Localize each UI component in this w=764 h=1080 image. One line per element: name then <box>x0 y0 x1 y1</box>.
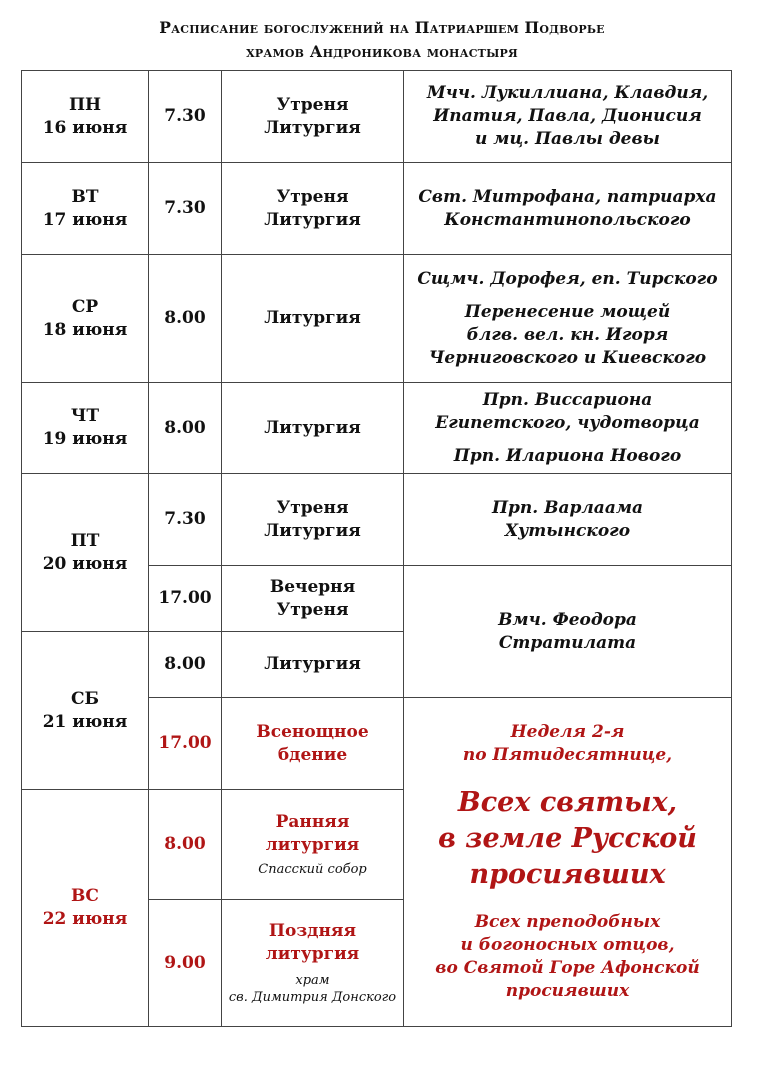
service-cell <box>222 474 404 566</box>
day-cell <box>22 383 149 474</box>
feast-cell <box>404 255 732 383</box>
feast-cell <box>404 474 732 566</box>
table-row <box>22 71 732 163</box>
time-cell: 8.00 <box>149 632 222 698</box>
feast-line: Константинопольского <box>444 209 691 230</box>
table-row <box>22 474 732 566</box>
feast-line: Сщмч. Дорофея, еп. Тирского <box>417 268 718 289</box>
schedule-table <box>21 70 732 1027</box>
day-cell <box>22 632 149 790</box>
sunday-feast-cell <box>404 698 732 1027</box>
time-cell: 7.30 <box>149 474 222 566</box>
day-cell <box>22 71 149 163</box>
feast-line: Неделя 2-я <box>510 722 625 742</box>
place-label: св. Димитрия Донского <box>228 990 397 1005</box>
feast-line: Перенесение мощей <box>464 301 671 322</box>
day-label: ВС <box>71 886 99 906</box>
feast-line: Черниговского и Киевского <box>428 347 707 368</box>
day-label: СБ <box>70 688 100 709</box>
time-cell: 17.00 <box>149 566 222 632</box>
day-label: ВТ <box>71 186 99 207</box>
service-cell <box>222 790 404 900</box>
table-row <box>22 255 732 383</box>
feast-line: и мц. Павлы девы <box>475 129 660 149</box>
service-label: Литургия <box>264 520 361 541</box>
time-cell: 8.00 <box>149 255 222 383</box>
feast-line: Прп. Илариона Нового <box>453 445 682 466</box>
service-label: Поздняя <box>268 921 357 941</box>
date-label: 19 июня <box>42 429 128 449</box>
feast-cell <box>404 71 732 163</box>
service-cell <box>222 698 404 790</box>
day-cell <box>22 474 149 632</box>
time-cell: 8.00 <box>149 790 222 900</box>
place-label: Спасский собор <box>258 862 367 877</box>
time-cell: 8.00 <box>149 383 222 474</box>
table-row <box>22 383 732 474</box>
service-label: литургия <box>265 944 360 964</box>
service-label: Утреня <box>276 599 349 620</box>
service-cell: Литургия <box>222 383 404 474</box>
feast-title-line: просиявших <box>469 859 666 890</box>
feast-cell <box>404 163 732 255</box>
day-label: ПН <box>68 94 102 115</box>
date-label: 22 июня <box>42 909 128 929</box>
service-cell <box>222 163 404 255</box>
day-label: ПТ <box>70 530 100 551</box>
service-cell <box>222 900 404 1027</box>
service-label: Вечерня <box>269 576 356 597</box>
feast-line: Мчч. Лукиллиана, Клавдия, <box>426 83 709 103</box>
feast-line: Прп. Варлаама <box>491 497 644 518</box>
service-label: Ранняя <box>275 812 350 832</box>
date-label: 17 июня <box>42 209 128 230</box>
date-label: 18 июня <box>42 319 128 340</box>
document-title-line1: Расписание богослужений на Патриаршем Подворье <box>159 18 605 37</box>
service-cell: Литургия <box>222 632 404 698</box>
time-cell: 7.30 <box>149 71 222 163</box>
feast-line: Свт. Митрофана, патриарха <box>418 186 717 207</box>
feast-line: Хутынского <box>504 520 631 541</box>
service-cell: Литургия <box>222 255 404 383</box>
date-label: 16 июня <box>42 117 128 138</box>
service-label: Литургия <box>264 117 361 138</box>
service-label: Утреня <box>276 94 349 115</box>
feast-title-line: Всех святых, <box>457 787 678 818</box>
feast-line: просиявших <box>505 981 630 1001</box>
feast-line: Египетского, чудотворца <box>435 412 700 433</box>
feast-cell <box>404 383 732 474</box>
service-label: Утреня <box>276 497 349 518</box>
place-label: храм <box>295 973 330 988</box>
table-row <box>22 163 732 255</box>
document-title-line2: храмов Андроникова монастыря <box>246 42 518 61</box>
date-label: 21 июня <box>42 711 128 732</box>
service-cell <box>222 566 404 632</box>
date-label: 20 июня <box>42 553 128 574</box>
feast-line: Ипатия, Павла, Дионисия <box>433 106 702 126</box>
feast-line: Вмч. Феодора <box>498 609 637 630</box>
time-cell: 17.00 <box>149 698 222 790</box>
feast-line: Прп. Виссариона <box>482 389 653 410</box>
day-label: СР <box>71 296 99 317</box>
service-label: бдение <box>277 744 348 765</box>
feast-line: блгв. вел. кн. Игоря <box>466 324 669 345</box>
feast-title-line: в земле Русской <box>438 823 697 854</box>
feast-cell <box>404 566 732 698</box>
day-cell <box>22 163 149 255</box>
service-label: Утреня <box>276 186 349 207</box>
service-label: литургия <box>265 835 360 855</box>
feast-line: Всех преподобных <box>474 912 661 932</box>
day-cell <box>22 790 149 1027</box>
service-label: Всенощное <box>256 721 369 742</box>
feast-line: Стратилата <box>498 632 637 653</box>
feast-line: и богоносных отцов, <box>460 935 675 955</box>
day-label: ЧТ <box>70 406 100 426</box>
service-cell <box>222 71 404 163</box>
service-label: Литургия <box>264 209 361 230</box>
time-cell: 7.30 <box>149 163 222 255</box>
feast-line: во Святой Горе Афонской <box>435 958 700 978</box>
day-cell <box>22 255 149 383</box>
time-cell: 9.00 <box>149 900 222 1027</box>
feast-line: по Пятидесятнице, <box>462 745 673 765</box>
